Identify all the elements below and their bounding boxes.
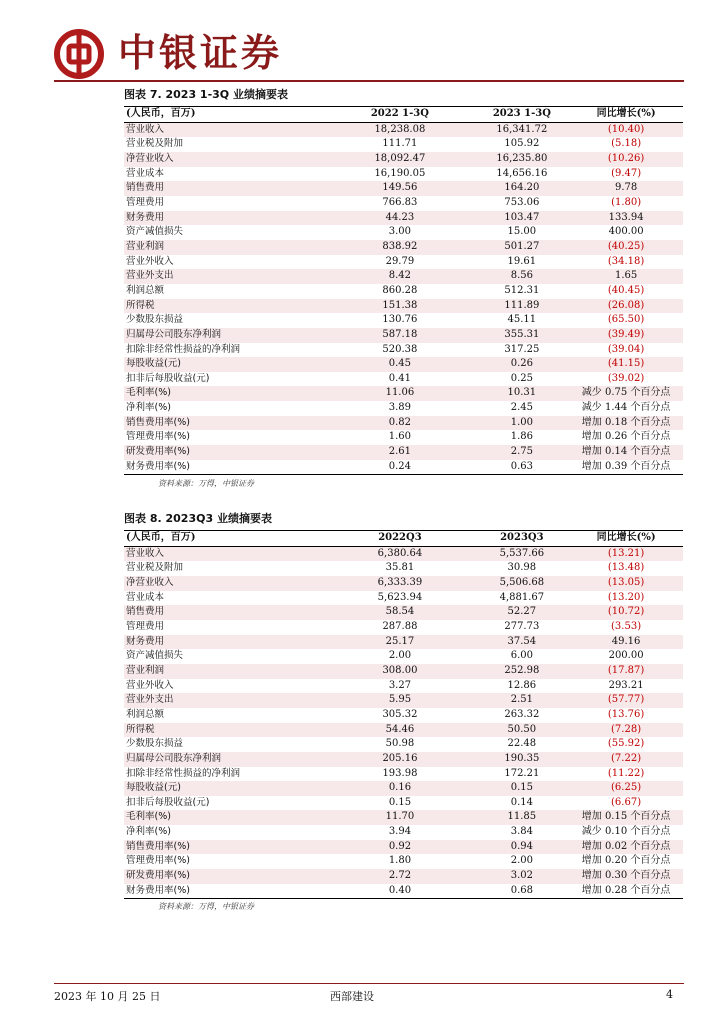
row-label: 营业成本 bbox=[126, 591, 165, 603]
value-prev: 29.79 bbox=[385, 255, 415, 267]
growth-value: (13.05) bbox=[569, 576, 683, 591]
value-curr: 105.92 bbox=[504, 138, 540, 150]
table-row bbox=[124, 561, 683, 576]
value-prev: 58.54 bbox=[325, 605, 474, 620]
value-curr: 22.48 bbox=[507, 738, 537, 750]
value-curr: 19.61 bbox=[507, 255, 537, 267]
value-curr: 45.11 bbox=[507, 314, 537, 326]
table-row bbox=[124, 181, 683, 196]
growth-value: 增加 0.15 个百分点 bbox=[569, 810, 683, 825]
value-curr: 512.31 bbox=[504, 284, 540, 296]
table2-source: 资料来源：万得，中银证券 bbox=[158, 902, 254, 911]
growth-value: (41.15) bbox=[569, 357, 683, 372]
table-row bbox=[124, 752, 683, 767]
growth-value: (10.26) bbox=[569, 152, 683, 167]
value-curr: 52.27 bbox=[475, 605, 570, 620]
table-row bbox=[124, 825, 683, 840]
value-prev: 16,190.05 bbox=[374, 167, 426, 179]
table-row bbox=[124, 328, 683, 343]
value-curr: 190.35 bbox=[475, 752, 570, 767]
table-row bbox=[124, 840, 683, 855]
value-curr: 0.94 bbox=[475, 840, 570, 855]
row-label: 财务费用 bbox=[124, 211, 325, 226]
row-label: 毛利率(%) bbox=[124, 810, 325, 825]
value-prev: 151.38 bbox=[325, 299, 474, 314]
growth-value: 增加 0.02 个百分点 bbox=[569, 840, 683, 855]
value-curr: 2.75 bbox=[475, 445, 570, 460]
value-prev: 520.38 bbox=[382, 343, 418, 355]
growth-value: (55.92) bbox=[607, 738, 645, 750]
growth-value: 200.00 bbox=[608, 650, 644, 662]
value-prev: 3.00 bbox=[388, 226, 412, 238]
growth-value: (39.02) bbox=[607, 372, 645, 384]
growth-value: (10.72) bbox=[569, 605, 683, 620]
row-label: 营业外收入 bbox=[126, 679, 174, 691]
row-label: 营业利润 bbox=[124, 664, 325, 679]
value-prev: 193.98 bbox=[382, 767, 418, 779]
value-curr: 3.02 bbox=[475, 869, 570, 884]
row-label: 销售费用率(%) bbox=[124, 416, 325, 431]
row-label: 少数股东损益 bbox=[126, 738, 184, 750]
growth-value: (13.20) bbox=[607, 591, 645, 603]
value-prev: 5.95 bbox=[325, 693, 474, 708]
table1-col-curr: 2023 1-3Q bbox=[475, 107, 570, 123]
value-curr: 50.50 bbox=[475, 723, 570, 738]
value-curr: 0.14 bbox=[510, 796, 533, 808]
row-label: 营业收入 bbox=[124, 122, 325, 137]
value-prev: 6,333.39 bbox=[325, 576, 474, 591]
value-curr: 4,881.67 bbox=[499, 591, 545, 603]
value-prev: 35.81 bbox=[385, 562, 415, 574]
growth-value: (40.45) bbox=[607, 284, 645, 296]
table-row bbox=[124, 240, 683, 255]
row-label: 扣除非经常性损益的净利润 bbox=[126, 343, 241, 355]
growth-value: (7.22) bbox=[569, 752, 683, 767]
table2-title: 图表 8. 2023Q3 业绩摘要表 bbox=[124, 512, 272, 525]
value-prev: 111.71 bbox=[382, 138, 418, 150]
value-prev: 287.88 bbox=[382, 620, 418, 632]
row-label: 管理费用 bbox=[126, 196, 165, 208]
value-curr: 111.89 bbox=[475, 299, 570, 314]
value-prev: 2.00 bbox=[388, 650, 412, 662]
table-row bbox=[124, 635, 683, 650]
table2-col-curr: 2023Q3 bbox=[475, 531, 570, 547]
table-row bbox=[124, 576, 683, 591]
growth-value: (34.18) bbox=[607, 255, 645, 267]
row-label: 资产减值损失 bbox=[126, 650, 184, 662]
value-curr: 0.25 bbox=[510, 372, 533, 384]
row-label: 资产减值损失 bbox=[126, 226, 184, 238]
value-prev: 308.00 bbox=[325, 664, 474, 679]
value-prev: 860.28 bbox=[382, 284, 418, 296]
table-row bbox=[124, 869, 683, 884]
value-curr: 0.63 bbox=[475, 460, 570, 475]
row-label: 净利率(%) bbox=[126, 402, 171, 414]
footer-title: 西部建设 bbox=[330, 990, 374, 1003]
value-prev: 0.45 bbox=[325, 357, 474, 372]
table1-header-row bbox=[124, 107, 683, 123]
table-row bbox=[124, 591, 683, 606]
growth-value: (65.50) bbox=[607, 314, 645, 326]
row-label: 扣除非经常性损益的净利润 bbox=[126, 767, 241, 779]
table2-header-row bbox=[124, 531, 683, 547]
value-prev: 0.40 bbox=[325, 884, 474, 899]
growth-value: (5.18) bbox=[611, 138, 642, 150]
table-row bbox=[124, 693, 683, 708]
table2-col-label: (人民币，百万) bbox=[124, 531, 325, 547]
table-row bbox=[124, 767, 683, 782]
growth-value: 减少 0.75 个百分点 bbox=[569, 386, 683, 401]
growth-value: 49.16 bbox=[569, 635, 683, 650]
growth-value: (39.04) bbox=[607, 343, 645, 355]
table-row bbox=[124, 605, 683, 620]
value-curr: 501.27 bbox=[475, 240, 570, 255]
growth-value: (11.22) bbox=[607, 767, 645, 779]
row-label: 销售费用 bbox=[124, 605, 325, 620]
table-row bbox=[124, 255, 683, 270]
growth-value: 增加 0.30 个百分点 bbox=[569, 869, 683, 884]
value-prev: 8.42 bbox=[325, 269, 474, 284]
value-curr: 263.32 bbox=[504, 708, 540, 720]
table-row bbox=[124, 781, 683, 796]
value-curr: 1.86 bbox=[510, 431, 533, 443]
value-prev: 0.82 bbox=[325, 416, 474, 431]
table-row bbox=[124, 430, 683, 445]
growth-value: (13.21) bbox=[569, 546, 683, 561]
row-label: 少数股东损益 bbox=[126, 314, 184, 326]
row-label: 所得税 bbox=[124, 723, 325, 738]
table-row bbox=[124, 401, 683, 416]
table-row bbox=[124, 884, 683, 899]
header-rule bbox=[54, 80, 684, 82]
growth-value: (13.48) bbox=[607, 562, 645, 574]
row-label: 每股收益(元) bbox=[124, 781, 325, 796]
table-row bbox=[124, 372, 683, 387]
table-row bbox=[124, 445, 683, 460]
table-row bbox=[124, 679, 683, 694]
value-curr: 16,235.80 bbox=[475, 152, 570, 167]
table-row bbox=[124, 416, 683, 431]
value-prev: 130.76 bbox=[382, 314, 418, 326]
value-prev: 1.80 bbox=[388, 855, 412, 867]
growth-value: 293.21 bbox=[608, 679, 644, 691]
growth-value: (7.28) bbox=[569, 723, 683, 738]
row-label: 财务费用率(%) bbox=[124, 460, 325, 475]
page-header bbox=[54, 22, 674, 78]
value-curr: 37.54 bbox=[475, 635, 570, 650]
growth-value: 1.65 bbox=[569, 269, 683, 284]
value-curr: 6.00 bbox=[510, 650, 533, 662]
value-curr: 2.45 bbox=[510, 402, 533, 414]
value-prev: 766.83 bbox=[382, 196, 418, 208]
value-curr: 317.25 bbox=[504, 343, 540, 355]
growth-value: (26.08) bbox=[569, 299, 683, 314]
value-curr: 10.31 bbox=[475, 386, 570, 401]
value-curr: 0.26 bbox=[475, 357, 570, 372]
value-prev: 25.17 bbox=[325, 635, 474, 650]
table-row bbox=[124, 137, 683, 152]
growth-value: 增加 0.20 个百分点 bbox=[581, 855, 671, 867]
table-row bbox=[124, 269, 683, 284]
table-row bbox=[124, 284, 683, 299]
growth-value: 减少 1.44 个百分点 bbox=[581, 402, 671, 414]
value-curr: 15.00 bbox=[507, 226, 537, 238]
table2-col-growth: 同比增长(%) bbox=[569, 531, 683, 547]
growth-value: (6.25) bbox=[569, 781, 683, 796]
growth-value: (39.49) bbox=[569, 328, 683, 343]
row-label: 研发费用率(%) bbox=[124, 869, 325, 884]
value-curr: 753.06 bbox=[504, 196, 540, 208]
value-prev: 54.46 bbox=[325, 723, 474, 738]
row-label: 归属母公司股东净利润 bbox=[124, 328, 325, 343]
growth-value: (10.40) bbox=[569, 122, 683, 137]
value-prev: 6,380.64 bbox=[325, 546, 474, 561]
value-prev: 11.70 bbox=[325, 810, 474, 825]
value-prev: 205.16 bbox=[325, 752, 474, 767]
page-number: 4 bbox=[666, 988, 673, 1001]
table-row bbox=[124, 796, 683, 811]
value-curr: 252.98 bbox=[475, 664, 570, 679]
value-curr: 172.21 bbox=[504, 767, 540, 779]
value-curr: 1.00 bbox=[475, 416, 570, 431]
value-prev: 587.18 bbox=[325, 328, 474, 343]
table1-source: 资料来源：万得，中银证券 bbox=[158, 479, 254, 488]
growth-value: 增加 0.39 个百分点 bbox=[569, 460, 683, 475]
table-row bbox=[124, 649, 683, 664]
value-curr: 8.56 bbox=[475, 269, 570, 284]
table1-body bbox=[124, 122, 683, 475]
table-row bbox=[124, 313, 683, 328]
row-label: 研发费用率(%) bbox=[124, 445, 325, 460]
row-label: 利润总额 bbox=[126, 708, 165, 720]
table2-col-prev: 2022Q3 bbox=[325, 531, 474, 547]
row-label: 财务费用 bbox=[124, 635, 325, 650]
row-label: 扣非后每股收益(元) bbox=[126, 796, 210, 808]
value-curr: 3.84 bbox=[510, 826, 533, 838]
value-prev: 18,092.47 bbox=[325, 152, 474, 167]
row-label: 利润总额 bbox=[126, 284, 165, 296]
growth-value: (6.67) bbox=[611, 796, 642, 808]
table-row bbox=[124, 152, 683, 167]
table-row bbox=[124, 167, 683, 182]
value-curr: 5,506.68 bbox=[475, 576, 570, 591]
table-row bbox=[124, 122, 683, 137]
row-label: 所得税 bbox=[124, 299, 325, 314]
row-label: 营业收入 bbox=[124, 546, 325, 561]
value-prev: 0.92 bbox=[325, 840, 474, 855]
table-row bbox=[124, 810, 683, 825]
growth-value: 减少 0.10 个百分点 bbox=[581, 826, 671, 838]
table1-title: 图表 7. 2023 1-3Q 业绩摘要表 bbox=[124, 88, 288, 101]
row-label: 营业外收入 bbox=[126, 255, 174, 267]
value-curr: 14,656.16 bbox=[496, 167, 548, 179]
table-row bbox=[124, 546, 683, 561]
growth-value: 增加 0.26 个百分点 bbox=[581, 431, 671, 443]
value-curr: 5,537.66 bbox=[475, 546, 570, 561]
growth-value: (57.77) bbox=[569, 693, 683, 708]
value-prev: 2.72 bbox=[325, 869, 474, 884]
value-curr: 164.20 bbox=[475, 181, 570, 196]
table-row bbox=[124, 723, 683, 738]
table1-col-prev: 2022 1-3Q bbox=[325, 107, 474, 123]
value-prev: 3.89 bbox=[388, 402, 412, 414]
table-row bbox=[124, 386, 683, 401]
value-curr: 2.51 bbox=[475, 693, 570, 708]
table-row bbox=[124, 225, 683, 240]
value-curr: 0.15 bbox=[475, 781, 570, 796]
value-prev: 0.16 bbox=[325, 781, 474, 796]
row-label: 毛利率(%) bbox=[124, 386, 325, 401]
row-label: 每股收益(元) bbox=[124, 357, 325, 372]
growth-value: 400.00 bbox=[608, 226, 644, 238]
row-label: 净营业收入 bbox=[124, 576, 325, 591]
table-row bbox=[124, 343, 683, 358]
value-prev: 0.15 bbox=[388, 796, 412, 808]
value-curr: 355.31 bbox=[475, 328, 570, 343]
value-prev: 838.92 bbox=[325, 240, 474, 255]
row-label: 净利率(%) bbox=[126, 826, 171, 838]
row-label: 扣非后每股收益(元) bbox=[126, 372, 210, 384]
value-prev: 11.06 bbox=[325, 386, 474, 401]
table-row bbox=[124, 357, 683, 372]
table-row bbox=[124, 737, 683, 752]
table-row bbox=[124, 664, 683, 679]
row-label: 管理费用 bbox=[126, 620, 165, 632]
value-prev: 44.23 bbox=[325, 211, 474, 226]
growth-value: 增加 0.28 个百分点 bbox=[569, 884, 683, 899]
row-label: 财务费用率(%) bbox=[124, 884, 325, 899]
table-row bbox=[124, 708, 683, 723]
growth-value: 增加 0.14 个百分点 bbox=[569, 445, 683, 460]
table1 bbox=[124, 106, 683, 475]
row-label: 净营业收入 bbox=[124, 152, 325, 167]
row-label: 营业外支出 bbox=[124, 693, 325, 708]
table-row bbox=[124, 196, 683, 211]
value-curr: 0.68 bbox=[475, 884, 570, 899]
growth-value: (40.25) bbox=[569, 240, 683, 255]
table-row bbox=[124, 460, 683, 475]
row-label: 营业成本 bbox=[126, 167, 165, 179]
value-prev: 2.61 bbox=[325, 445, 474, 460]
value-prev: 305.32 bbox=[382, 708, 418, 720]
table2-body bbox=[124, 546, 683, 899]
value-prev: 18,238.08 bbox=[325, 122, 474, 137]
value-prev: 149.56 bbox=[325, 181, 474, 196]
bank-of-china-logo-icon bbox=[54, 29, 104, 79]
value-prev: 0.24 bbox=[325, 460, 474, 475]
table-row bbox=[124, 620, 683, 635]
value-curr: 277.73 bbox=[504, 620, 540, 632]
growth-value: (17.87) bbox=[569, 664, 683, 679]
row-label: 营业利润 bbox=[124, 240, 325, 255]
growth-value: (13.76) bbox=[607, 708, 645, 720]
value-prev: 3.94 bbox=[388, 826, 412, 838]
growth-value: 增加 0.18 个百分点 bbox=[569, 416, 683, 431]
row-label: 销售费用 bbox=[124, 181, 325, 196]
growth-value: (3.53) bbox=[611, 620, 642, 632]
row-label: 营业税及附加 bbox=[126, 562, 184, 574]
value-prev: 3.27 bbox=[388, 679, 412, 691]
row-label: 归属母公司股东净利润 bbox=[124, 752, 325, 767]
value-curr: 11.85 bbox=[475, 810, 570, 825]
table-row bbox=[124, 299, 683, 314]
value-curr: 2.00 bbox=[510, 855, 533, 867]
table-row bbox=[124, 854, 683, 869]
brand-name: 中银证券 bbox=[118, 31, 283, 75]
row-label: 营业外支出 bbox=[124, 269, 325, 284]
growth-value: (1.80) bbox=[611, 196, 642, 208]
growth-value: 133.94 bbox=[569, 211, 683, 226]
value-curr: 103.47 bbox=[475, 211, 570, 226]
growth-value: (9.47) bbox=[611, 167, 642, 179]
row-label: 管理费用率(%) bbox=[126, 431, 190, 443]
row-label: 营业税及附加 bbox=[126, 138, 184, 150]
table1-col-growth: 同比增长(%) bbox=[569, 107, 683, 123]
value-prev: 50.98 bbox=[385, 738, 415, 750]
row-label: 管理费用率(%) bbox=[126, 855, 190, 867]
table1-col-label: (人民币，百万) bbox=[124, 107, 325, 123]
value-curr: 16,341.72 bbox=[475, 122, 570, 137]
footer-date: 2023 年 10 月 25 日 bbox=[54, 990, 161, 1003]
value-curr: 12.86 bbox=[507, 679, 537, 691]
value-prev: 5,623.94 bbox=[377, 591, 423, 603]
growth-value: 9.78 bbox=[569, 181, 683, 196]
value-prev: 1.60 bbox=[388, 431, 412, 443]
table-row bbox=[124, 211, 683, 226]
table2 bbox=[124, 530, 683, 899]
value-curr: 30.98 bbox=[507, 562, 537, 574]
value-prev: 0.41 bbox=[388, 372, 412, 384]
footer-rule bbox=[54, 983, 684, 984]
row-label: 销售费用率(%) bbox=[124, 840, 325, 855]
